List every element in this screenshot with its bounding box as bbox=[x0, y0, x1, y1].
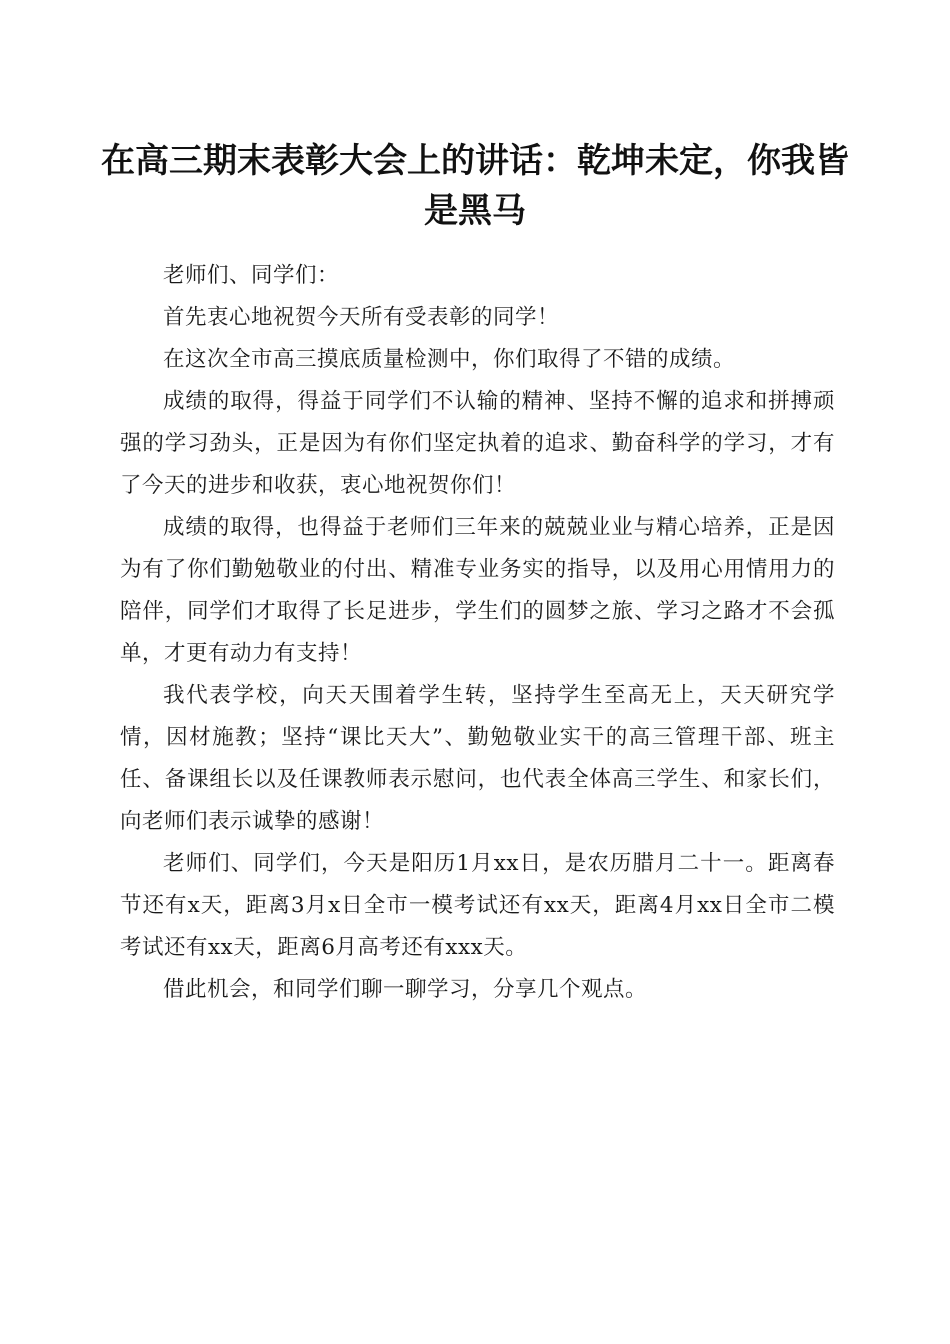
paragraph-thanks: 我代表学校，向天天围着学生转，坚持学生至高无上，天天研究学情，因材施教；坚持“课比天大”、勤勉敬业实干的高三管理干部、班主任、备课组长以及任课教师表示慰问，也代表全体高三学生、和家长们，向老师们表示诚挚的感谢！ bbox=[120, 683, 835, 834]
document-title: 在高三期末表彰大会上的讲话：乾坤未定，你我皆是黑马 bbox=[101, 141, 849, 231]
paragraph-congratulations: 首先衷心地祝贺今天所有受表彰的同学！ bbox=[163, 305, 560, 330]
paragraph-exam-results: 在这次全市高三摸底质量检测中，你们取得了不错的成绩。 bbox=[163, 347, 736, 372]
paragraph-countdown: 老师们、同学们，今天是阳历1月xx日，是农历腊月二十一。距离春节还有x天，距离3月x日全市一模考试还有xx天，距离4月xx日全市二模考试还有xx天，距离6月高考还有xxx天。 bbox=[120, 851, 835, 960]
document-body bbox=[120, 255, 835, 1011]
paragraph-salutation: 老师们、同学们： bbox=[163, 263, 340, 288]
paragraph-student-effort: 成绩的取得，得益于同学们不认输的精神、坚持不懈的追求和拼搏顽强的学习劲头，正是因为有你们坚定执着的追求、勤奋科学的学习，才有了今天的进步和收获，衷心地祝贺你们！ bbox=[120, 389, 835, 498]
paragraph-teacher-effort: 成绩的取得，也得益于老师们三年来的兢兢业业与精心培养，正是因为有了你们勤勉敬业的付出、精准专业务实的指导，以及用心用情用力的陪伴，同学们才取得了长足进步，学生们的圆梦之旅、学习之路才不会孤单，才更有动力有支持！ bbox=[120, 515, 835, 666]
paragraph-sharing: 借此机会，和同学们聊一聊学习，分享几个观点。 bbox=[163, 977, 648, 1002]
